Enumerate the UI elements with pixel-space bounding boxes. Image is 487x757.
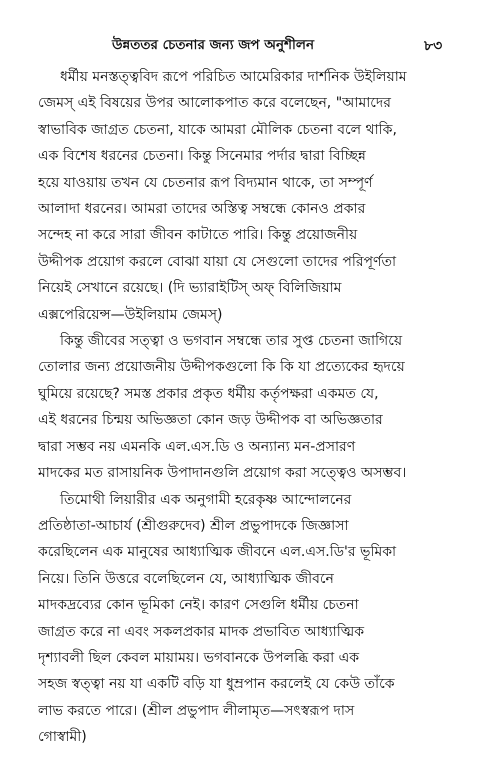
page-number: ৮৩ (424, 38, 443, 54)
text-line: সহজ স্বত্ত্বা নয় যা একটি বড়ি যা ধুম্রপান করলেই যে কেউ তাঁকে (38, 676, 395, 693)
text-line: ঘুমিয়ে রয়েছে? সমস্ত প্রকার প্রকৃত ধর্মীয় কর্তৃপক্ষরা একমত যে, (38, 385, 379, 402)
text-line: কিন্তু জীবের সত্ত্বা ও ভগবান সম্বন্ধে তার সুপ্ত চেতনা জাগিয়ে (60, 333, 403, 350)
text-line: উদ্দীপক প্রয়োগ করলে বোঝা যায়া যে সেগুলো তাদের পরিপূর্ণতা (38, 253, 397, 270)
text-line: লাভ করতে পারে। (শ্রীল প্রভুপাদ লীলামৃত—সৎস্বরূপ দাস (38, 702, 355, 719)
text-line: মাদকদ্রব্যের কোন ভূমিকা নেই। কারণ সেগুলি ধর্মীয় চেতনা (38, 597, 359, 614)
text-line: এই ধরনের চিন্ময় অভিজ্ঞতা কোন জড় উদ্দীপক বা অভিজ্ঞতার (38, 412, 383, 429)
running-title: উন্নততর চেতনার জন্য জপ অনুশীলন (112, 37, 315, 53)
text-line: দ্বারা সম্ভব নয় এমনকি এল.এস.ডি ও অন্যান্য মন-প্রসারণ (38, 438, 356, 455)
text-line: স্বাভাবিক জাগ্রত চেতনা, যাকে আমরা মৌলিক চেতনা বলে থাকি, (38, 121, 397, 138)
text-line: হয়ে যাওয়ায় তখন যে চেতনার রূপ বিদ্যমান থাকে, তা সম্পূর্ণ (38, 174, 373, 191)
text-line: দৃশ্যাবলী ছিল কেবল মায়াময়। ভগবানকে উপলব্ধি করা এক (38, 649, 360, 666)
text-line: সন্দেহ না করে সারা জীবন কাটাতে পারি। কিন্তু প্রয়োজনীয় (38, 227, 358, 244)
text-line: আলাদা ধরনের। আমরা তাদের অস্তিত্ব সম্বন্ধে কোনও প্রকার (38, 201, 366, 218)
paragraph-2 (38, 328, 460, 486)
text-line: জাগ্রত করে না এবং সকলপ্রকার মাদক প্রভাবিত আধ্যাত্মিক (38, 623, 365, 640)
text-line: জেমস্ এই বিষয়ের উপর আলোকপাত করে বলেছেন, "আমাদের (38, 95, 391, 112)
paragraph-1 (38, 64, 460, 328)
paragraph-3 (38, 487, 460, 751)
text-line: প্রতিষ্ঠাতা-আচার্য (শ্রীগুরুদেব) শ্রীল প্রভুপাদকে জিজ্ঞাসা (38, 517, 349, 534)
text-line: গোস্বামী) (38, 729, 87, 746)
text-line: মাদকের মত রাসায়নিক উপাদানগুলি প্রয়োগ করা সত্ত্বেও অসম্ভব। (38, 465, 407, 482)
text-line: এক বিশেষ ধরনের চেতনা। কিন্তু সিনেমার পর্দার দ্বারা বিচ্ছিন্ন (38, 148, 366, 165)
page-header (0, 34, 487, 54)
text-line: করেছিলেন এক মানুষের আধ্যাত্মিক জীবনে এল.এস.ডি'র ভূমিকা (38, 544, 397, 561)
body-text (38, 64, 460, 751)
text-line: তিমোথী লিয়ারীর এক অনুগামী হরেকৃষ্ণ আন্দোলনের (60, 491, 352, 508)
text-line: এক্সপেরিয়েন্স—উইলিয়াম জেমস্) (38, 306, 223, 323)
text-line: তোলার জন্য প্রয়োজনীয় উদ্দীপকগুলো কি কি যা প্রত্যেকের হৃদয়ে (38, 359, 405, 376)
text-line: নিয়েই সেখানে রয়েছে। (দি ভ্যারাইটিস্ অফ্ বিলিজিয়াম (38, 280, 342, 297)
text-line: ধর্মীয় মনস্তত্ত্ববিদ রূপে পরিচিত আমেরিকার দার্শনিক উইলিয়াম (60, 69, 407, 85)
text-line: নিয়ে। তিনি উত্তরে বলেছিলেন যে, আধ্যাত্মিক জীবনে (38, 570, 334, 587)
